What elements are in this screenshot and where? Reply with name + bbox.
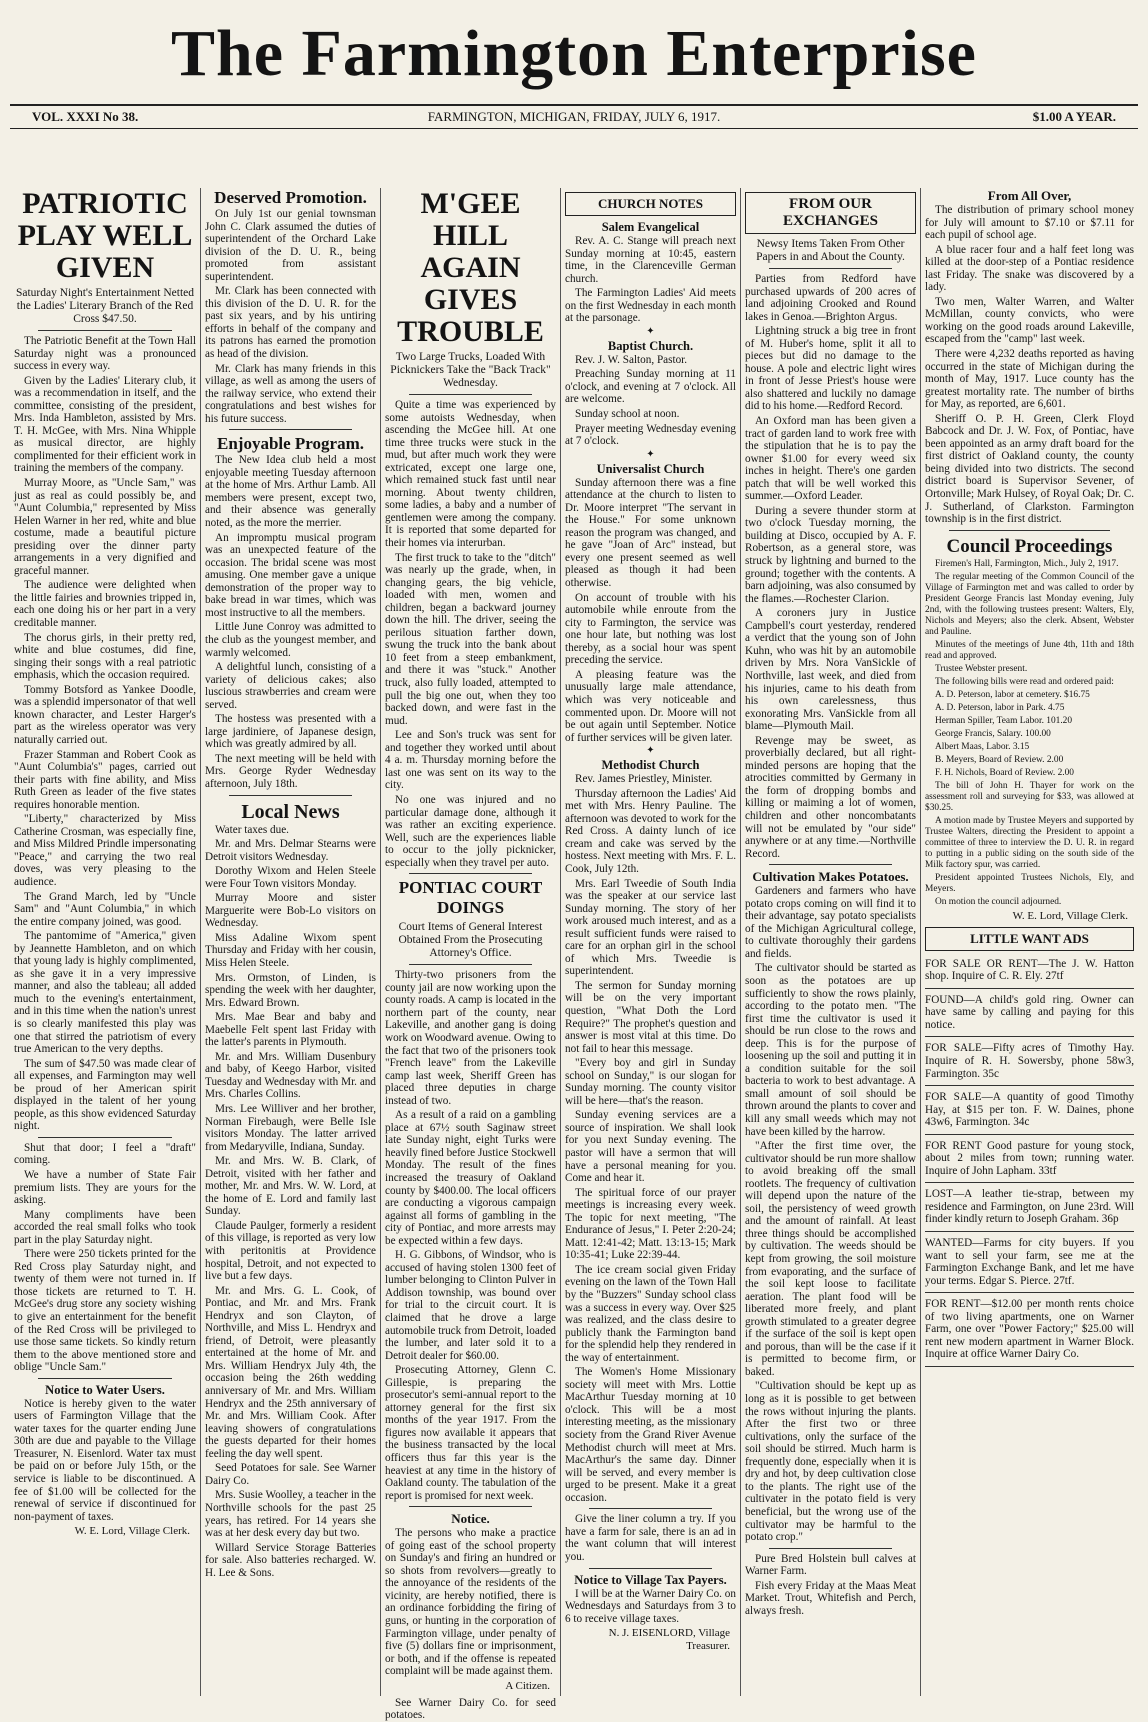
news-item: There were 4,232 deaths reported as having occurred in the state of Michigan during the month of May, 1917. Luce county has the greatest mortality rate. The number of births for May, as reported, are 6,601. [925,348,1134,411]
want-ad-text: WANTED—Farms for city buyers. If you want to sell your farm, see me at the Farmington Exchange Bank, and let me have your terms. Edgar S. Pierce. 27tf. [925,1236,1134,1287]
column-6 [920,188,1138,1696]
local-news-heading: Local News [241,800,340,823]
church-paragraph: Sunday evening services are a source of inspiration. We shall look for you next Sunday evening. The pastor will have a sermon that will have a personal meaning for you. Come and hear it. [565,1109,736,1185]
column-5 [740,188,920,1696]
universalist-heading: Universalist Church [596,461,705,476]
divider: ✦ [646,448,655,460]
council-line: President appointed Trustees Nichols, Ely, and Meyers. [925,872,1134,894]
council-line: George Francis, Salary. 100.00 [935,728,1051,739]
local-item: Mr. and Mrs. W. B. Clark, of Detroit, visited with her father and mother, Mr. and Mrs. W. W. Lord, at the home of E. Lord and family last Sunday. [205,1155,376,1218]
news-item: Sheriff O. P. H. Green, Clerk Floyd Babcock and Dr. J. W. Fox, of Pontiac, have been appointed as an army draft board for the first district of Oakland county, the county being divided into two districts. The second district board is Supervisor Sevener, of Ortonville; Mark Hulsey, of Royal Oak; Dr. C. J. Sutherland, of Clarkston. Farmington township is in the first district. [925,412,1134,526]
tax-notice-body: I will be at the Warner Dairy Co. on Wednesdays and Saturdays from 3 to 6 to receive village taxes. [565,1587,736,1625]
divider [589,1568,712,1569]
article-paragraph: The sum of $47.50 was made clear of all expenses, and Farmington may well be proud of her American spirit displayed in the talent of her young people, as this show evidenced Saturday night. [14,1057,196,1133]
council-line: The regular meeting of the Common Council of the Village of Farmington met and was called to order by President George Francis last Monday evening, July 2nd, with the following trustees present: Walters, Ely, Nichols and Meyers; also the clerk. Absent, Webster and Pauline. [925,571,1134,637]
article-paragraph: The first truck to take to the "ditch" was nearly up the grade, when, in changing gears, the big vehicle, loaded with men, women and children, began a backward journey down the hill. The driver, seeing the perilous situation farther down, swung the truck into the bank about 10 feet from a steep embankment, and there it was "stuck." Another truck, also fully loaded, attempted to pull the big one out, when they too backed down, and were fast in the mud. [385,551,556,727]
shooting-notice-heading: Notice. [451,1511,490,1527]
holstein-ad: Pure Bred Holstein bull calves at Warner Farm. [745,1552,916,1578]
subscription-price: $1.00 A YEAR. [1032,109,1116,124]
church-paragraph: Rev. A. C. Stange will preach next Sunday morning at 10:45, eastern time, in the Clarenceville German church. [565,235,736,285]
church-paragraph: Rev. J. W. Salton, Pastor. [575,353,688,366]
promotion-heading: Deserved Promotion. [214,188,367,207]
want-ad-text: LOST—A leather tie-strap, between my residence and Farmington, on June 23rd. Will finder kindly return to Joseph Graham. 36p [925,1188,1134,1226]
article-paragraph: An impromptu musical program was an unexpected feature of the occasion. The bridal scene was most amusing. One member gave a unique demonstration of the proper way to bake bread in war times, which was most instructive to all the members. [205,531,376,619]
divider [589,1508,712,1509]
article-paragraph: "After the first time over, the cultivator should be run more shallow to avoid breaking off the small rootlets. The frequency of cultivation will depend upon the nature of the soil, the persistency of weed growth and the amount of rainfall. At least three things should be accomplished by cultivation. The weeds should be kept from growing, the soil moisture from evaporating, and the surface of the soil kept loose to facilitate aeration. The plant food will be liberated more freely, and plant growth stimulated to a greater degree if the surface of the soil is kept open and porous, than will be the case if it is permitted to become firm, or baked. [745,1140,916,1378]
divider: ✦ [646,745,655,757]
article-paragraph: Mr. Clark has many friends in this village, as well as among the users of the railway service, who extend their congratulations and best wishes for his future success. [205,362,376,425]
article-paragraph: Quite a time was experienced by some autoists Wednesday, when ascending the McGee hill. At one time three trucks were stuck in the mud, but after much work they were extricated, except one large one, which remained stuck fast until near morning. About twenty children, some ladies, a baby and a number of gentlemen were among the company. It is reported that some departed for their homes via interurban. [385,399,556,550]
exchange-item: A coroners jury in Justice Campbell's court yesterday, rendered a verdict that the young son of John Kuhn, who was hit by an automobile driven by Mrs. Nora VanSickle of Northville, last week, and died from his injuries, came to his death from his own carelessness, thus exonorating Mrs. VanSickle from all blame—Plymouth Mail. [745,607,916,733]
article-paragraph: Given by the Ladies' Literary club, it was a recommendation in itself, and the committee, consisting of the president, Mrs. Inda Hambleton, assisted by Mrs. T. H. McGee, with Mrs. Nina Whipple as musical director, are highly complimented for their efficient work in training the members of the company. [14,374,196,475]
article-paragraph: The chorus girls, in their pretty red, white and blue costumes, did fine, singing their songs with a real patriotic emphasis, which the occasion required. [14,631,196,682]
divider [409,964,532,965]
article-paragraph: Frazer Stamman and Robert Cook as "Aunt Columbia's" pages, carried out their parts with fine ability, and Miss Ruth Green as leader of the five states requires honorable mention. [14,748,196,811]
want-ad-text: FOR SALE—Fifty acres of Timothy Hay. Inquire of R. H. Sowersby, phone 58w3, Farmington. 35c [925,1042,1134,1080]
divider [409,1506,532,1507]
water-notice-body: Notice is hereby given to the water users of Farmington Village that the water taxes for the quarter ending June 30th are due and payable to the Village Treasurer, N. Eisenlord. Water tax must be paid on or before July 15th, or the service is liable to be discontinued. A fee of $1.00 will be collected for the renewal of service if discontinued for non-payment of taxes. [14,1397,196,1523]
local-item: Mr. and Mrs. Delmar Stearns were Detroit visitors Wednesday. [205,838,376,863]
article-paragraph: The audience were delighted when the little fairies and brownies tripped in, each one doing his or her part in a very creditable manner. [14,579,196,630]
baptist-heading: Baptist Church. [607,338,694,353]
short-item: We have a number of State Fair premium lists. They are yours for the asking. [14,1169,196,1207]
church-paragraph: Preaching Sunday morning at 11 o'clock, and evening at 7 o'clock. All are welcome. [565,368,736,406]
article-paragraph: A delightful lunch, consisting of a variety of delicious cakes; also luscious strawberries and cream were served. [205,661,376,711]
local-item: Seed Potatoes for sale. See Warner Dairy Co. [205,1462,376,1487]
court-paragraph: H. G. Gibbons, of Windsor, who is accused of having stolen 1300 feet of lumber belonging to Clinton Pulver in Addison township, was bound over for trial to the circuit court. It is claimed that he drove a large automobile truck from Detroit, loaded the lumber, and later sold it to a Detroit dealer for $60.00. [385,1249,556,1362]
headline-mcgee-hill: M'GEE HILL AGAIN GIVES TROUBLE [397,187,544,348]
church-paragraph: "Every boy and girl in Sunday school on Sunday," is our slogan for Sunday morning. The county visitor will be here—that's the reason. [565,1057,736,1107]
want-ad [925,991,1134,1038]
article-paragraph: The Grand March, led by "Uncle Sam" and "Aunt Columbia," in which the entire company joined, was good. [14,890,196,928]
local-item: Murray Moore and sister Marguerite were Bob-Lo visitors on Wednesday. [205,892,376,930]
column-2 [200,188,380,1696]
court-deck: Court Items of General Interest Obtained From the Prosecuting Attorney's Office. [398,921,543,960]
seed-potato-ad: See Warner Dairy Co. for seed potatoes. [385,1696,556,1722]
council-line: A. D. Peterson, labor at cemetery. $16.75 [935,689,1090,700]
local-item: Miss Adaline Wixom spent Thursday and Friday with her cousin, Miss Helen Steele. [205,931,376,969]
article-paragraph: Mr. Clark has been connected with this division of the D. U. R. for the past six years, and by his untiring efforts in behalf of the company and its patrons has earned the promotion as head of the division. [205,285,376,361]
shooting-notice-body: The persons who make a practice of going east of the school property on Sunday's and firing an hundred or so shots from revolvers—greatly to the annoyance of the residents of the vicinity, are hereby notified, there is an ordinance forbidding the firing of guns, or hunting in the corporation of Farmington village, under penalty of five (5) dollars fine or imprisonment, or both, and if the offense is repeated complaint will be made against them. [385,1527,556,1678]
deck-mcgee-hill: Two Large Trucks, Loaded With Picknickers Take the "Back Track" Wednesday. [390,351,551,389]
exchange-item: Parties from Redford have purchased upwards of 200 acres of land adjoining Crooked and Round lakes in Genoa.—Brighton Argus. [745,273,916,323]
divider [229,429,352,430]
local-item: Mrs. Mae Bear and baby and Maebelle Felt spent last Friday with the latter's parents in Plymouth. [205,1011,376,1049]
church-paragraph: Prayer meeting Wednesday evening at 7 o'clock. [565,422,736,448]
church-paragraph: Sunday afternoon there was a fine attendance at the church to listen to Dr. Moore interpret "The servant in the House." For some unknown reason the program was changed, and he gave "Joan of Arc" instead, but every one present seemed as well pleased as though it had been otherwise. [565,476,736,590]
article-paragraph: The hostess was presented with a large jardiniere, of Japanese design, which was greatly admired by all. [205,713,376,751]
program-heading: Enjoyable Program. [216,434,364,454]
want-ads-heading: LITTLE WANT ADS [925,927,1134,951]
masthead-title: The Farmington Enterprise [171,17,977,90]
exchange-item: Revenge may be sweet, as proverbially declared, but all right-minded persons are hoping that the atrocities committed by Germany in the form of dropping bombs and killing or maiming a lot of women, children and other noncombatants will not be emulated by "our side" anywhere or at any time.—Northville Record. [745,734,916,860]
columns [10,187,1138,1722]
news-item: The distribution of primary school money for July will amount to $7.10 or $7.11 for each pupil of school age. [925,204,1134,242]
want-ad [925,1234,1134,1293]
divider [769,268,892,269]
court-paragraph: Thirty-two prisoners from the county jail are now working upon the county roads. A camp is located in the northern part of the county, near Lakeville, and another gang is doing work on Woodward avenue. Owing to the fact that two of the prisoners took "French leave" from the Lakeville camp last week, Sheriff Green has placed three deputies in charge instead of two. [385,969,556,1107]
article-paragraph: "Cultivation should be kept up as long as it is possible to get between the rows without injuring the plants. After the first two or three cultivations, only the surface of the soil should be stirred. Much harm is frequently done, especially when it is dry and hot, by deep cultivation close to the plants. The right use of the cultivater in the potato field is very beneficial, but the wrong use of the cultivator may be harmful to the potato crop." [745,1380,916,1544]
liner-promo: Give the liner column a try. If you have a farm for sale, there is an ad in the want column that will interest you. [565,1513,736,1563]
article-paragraph: The cultivator should be started as soon as the potatoes are up sufficiently to show the rows plainly, according to the potato men. "The first time the cultivator is used it should be run close to the rows and deep. This is for the purpose of loosening up the soil and putting it in a condition suitable for the soil bacteria to work to best advantage. A small amount of soil should be thrown around the plants to cover and kill any small weeds which may not have been killed by the harrow. [745,962,916,1138]
short-item: Shut that door; I feel a "draft" coming. [14,1141,196,1167]
want-ad-text: FOUND—A child's gold ring. Owner can have same by calling and paying for this notice. [925,993,1134,1031]
article-paragraph: Lee and Son's truck was sent for and together they worked until about 4 a. m. Thursday morning before the last one was sent on its way to the city. [385,729,556,792]
column-4 [560,188,740,1696]
article-paragraph: Tommy Botsford as Yankee Doodle, was a splendid impersonator of that well known character, and Lester Harger's part as the wireless operator was very naturally carried out. [14,683,196,746]
exchanges-deck: Newsy Items Taken From Other Papers in and About the County. [756,238,905,263]
council-line: The bill of John H. Thayer for work on the assessment roll and surveying for $33, was allowed at $30.25. [925,780,1134,813]
church-paragraph: The ice cream social given Friday evening on the lawn of the Town Hall by the "Buzzers" Sunday school class was a success in every way. Over $25 was realized, and the class desire to publicly thank the Farmington band for the splendid help they rendered in the way of entertainment. [565,1263,736,1364]
council-line: The following bills were read and ordered paid: [935,676,1114,687]
divider [38,1137,172,1138]
church-paragraph: The sermon for Sunday morning will be on the very important question, "What Doth the Lord Require?" The prophet's question and answer is most vital at this time. Do not fail to hear this message. [565,979,736,1055]
want-ad [925,1088,1134,1135]
want-ad-text: FOR RENT—$12.00 per month rents choice of two living apartments, one on Warner Farm, one over "Power Factory;" $25.00 will rent new modern apartment in Warner Block. Inquire at office Warner Dairy Co. [925,1298,1134,1361]
council-line: Firemen's Hall, Farmington, Mich., July 2, 1917. [935,558,1119,569]
council-line: B. Meyers, Board of Review. 2.00 [935,754,1064,765]
article-paragraph: Gardeners and farmers who have potato crops coming on will find it to their advantage, say potato specialists of the Michigan Agricultural college, to cultivate thoroughly their gardens and fields. [745,885,916,960]
potatoes-heading: Cultivation Makes Potatoes. [752,869,909,885]
local-item: Willard Service Storage Batteries for sale. Also batteries recharged. W. H. Lee & Sons. [205,1541,376,1579]
church-paragraph: Rev. James Priestley, Minister. [575,773,713,786]
local-item: Mrs. Lee Williver and her brother, Norman Firebaugh, were Belle Isle visitors Monday. The latter arrived from Medaryville, Indiana, Sunday. [205,1103,376,1153]
council-line: F. H. Nichols, Board of Review. 2.00 [935,767,1074,778]
headline-patriotic-play: PATRIOTIC PLAY WELL GIVEN [17,187,193,284]
volume-number: VOL. XXXI No 38. [32,109,139,124]
court-heading: PONTIAC COURT DOINGS [398,878,543,918]
divider [949,530,1110,531]
article-paragraph: The Patriotic Benefit at the Town Hall Saturday night was a pronounced success in every way. [14,335,196,373]
local-item: Mrs. Ormston, of Linden, is spending the week with her daughter, Mrs. Edward Brown. [205,971,376,1009]
divider [769,864,892,865]
shooting-notice-signature: A Citizen. [505,1679,550,1692]
church-paragraph: A pleasing feature was the unusually large male attendance, which was very noticeable and commented upon. Dr. Moore will not be out again until September. Notice of further services will be given later. [565,668,736,744]
local-item: Mr. and Mrs. G. L. Cook, of Pontiac, and Mr. and Mrs. Frank Hendryx and son Clayton, of Northville, and Miss L. Hendryx and friend, of Detroit, were pleasantly entertained at the home of Mr. and Mrs. William Hendryx July 4th, the occasion being the 26th wedding anniversary of Mr. and Mrs. William Hendryx and the 25th anniversary of Mr. and Mrs. William Cook. After leaving showers of congratulations the guests departed for their homes feeling the day well spent. [205,1284,376,1460]
short-item: There were 250 tickets printed for the Red Cross play Saturday night, and twenty of them were not turned in. If those tickets are returned to T. H. McGee's drug store any society wishing to give an entertainment for the benefit of the Red Cross will be privileged to use those same tickets. So kindly return them to the above mentioned store and oblige "Uncle Sam." [14,1248,196,1374]
article-paragraph: The pantomime of "America," given by Jeannette Hambleton, and on which that young lady is highly complimented, as she gave it in a very impressive manner, and also the tableau; all added much to the evening's entertainment, and in this time when the nation's unrest is so clearly manifested this play was one that stirred the patriotism of every true American to the very depths. [14,930,196,1056]
council-line: Minutes of the meetings of June 4th, 11th and 18th read and approved. [925,639,1134,661]
council-line: Herman Spiller, Team Labor. 101.20 [935,715,1073,726]
local-item: Mr. and Mrs. William Dusenbury and baby, of Keego Harbor, visited Tuesday and Wednesday with Mr. and Mrs. Charles Collins. [205,1050,376,1101]
church-paragraph: On account of trouble with his automobile while enroute from the city to Farmington, the service was one hour late, but nothing was lost thereby, as a social hour was spent preceding the service. [565,591,736,667]
church-paragraph: Sunday school at noon. [575,408,680,421]
article-paragraph: The next meeting will be held with Mrs. George Ryder Wednesday afternoon, July 18th. [205,752,376,790]
council-line: A. D. Peterson, labor in Park. 4.75 [935,702,1065,713]
council-heading: Council Proceedings [946,535,1113,557]
article-paragraph: On July 1st our genial townsman John C. Clark assumed the duties of superintendent of the Orchard Lake division of the D. U. R., being promoted from assistant superintendent. [205,208,376,283]
church-notes-heading: CHURCH NOTES [565,192,736,216]
divider: ✦ [646,325,655,337]
local-item: Mrs. Susie Woolley, a teacher in the Northville schools for the past 25 years, has retired. For 14 years she was at her desk every day but two. [205,1489,376,1540]
place-and-date: FARMINGTON, MICHIGAN, FRIDAY, JULY 6, 1917. [427,109,721,124]
want-ad [925,1295,1134,1367]
local-item: Water taxes due. [215,823,289,836]
want-ad [925,1137,1134,1184]
council-signature: W. E. Lord, Village Clerk. [1012,909,1128,922]
divider [769,1548,892,1549]
church-paragraph: The Women's Home Missionary society will meet with Mrs. Lottie MacArthur Tuesday morning at 10 o'clock. This will be a most interesting meeting, as the missionary society from the Grand River Avenue Methodist church will meet at Mrs. MacArthur's the same day. Dinner will be served, and every member is urged to be present. Make it a great occasion. [565,1366,736,1504]
divider [38,1378,172,1379]
news-item: Two men, Walter Warren, and Walter McMillan, county convicts, who were working on the good roads around Lakeville, escaped from the "camp" last week. [925,295,1134,346]
salem-heading: Salem Evangelical [601,220,700,234]
want-ad [925,955,1134,989]
church-paragraph: Thursday afternoon the Ladies' Aid met with Mrs. Henry Pauline. The afternoon was devoted to work for the Red Cross. A dainty lunch of ice cream and cake was served by the hostess. Next meeting with Mrs. F. L. Cook, July 12th. [565,787,736,875]
church-paragraph: The spiritual force of our prayer meetings is increasing every week. The topic for next meeting, "The Endurance of Jesus," I. Peter 2:20-24; Matt. 12:41-42; Matt. 13:13-15; Mark 10:35-41; Luke 22:39-44. [565,1186,736,1262]
water-notice-heading: Notice to Water Users. [45,1382,165,1397]
column-1 [10,188,200,1696]
article-paragraph: "Liberty," characterized by Miss Catherine Crosman, was especially fine, and Miss Mildred Prindle impersonating "Peace," and carrying the two real doves, was very pleasing to the audience. [14,813,196,888]
article-paragraph: Little June Conroy was admitted to the club as the youngest member, and warmly welcomed. [205,621,376,659]
tax-notice-heading: Notice to Village Tax Payers. [574,1572,727,1587]
news-item: A blue racer four and a half feet long was killed at the door-step of a Pontiac residence last Friday. The snake was discovered by a lady. [925,243,1134,294]
want-ad-text: FOR SALE—A quantity of good Timothy Hay, at $15 per ton. F. W. Daines, phone 43w6, Farmington. 34c [925,1091,1134,1129]
short-item: Many compliments have been accorded the real small folks who took part in the play Saturday night. [14,1208,196,1246]
dateline [10,104,1138,129]
court-paragraph: Prosecuting Attorney, Glenn C. Gillespie, is preparing the prosecutor's semi-annual report to the attorney general for the first six months of the year 1917. From the figures now available it appears that the business transacted by the local officers thus far this year is the heaviest at any time in the history of Oakland county. The tabulation of the report is promised for next week. [385,1364,556,1502]
divider [229,795,352,796]
court-paragraph: As a result of a raid on a gambling place at 67½ south Saginaw street late Sunday night, eight Turks were heavily fined before Justice Stockwell Monday. The result of the fines increased the treasury of Oakland county by $400.00. The local officers are conducting a vigorous campaign against all forms of gambling in the city of Pontiac, and more arrests may be expected within a few days. [385,1109,556,1247]
methodist-heading: Methodist Church [601,758,700,773]
fish-market-ad: Fish every Friday at the Maas Meat Market. Trout, Whitefish and Perch, always fresh. [745,1579,916,1617]
council-line: Trustee Webster present. [935,663,1028,674]
article-paragraph: The New Idea club held a most enjoyable meeting Tuesday afternoon at the home of Mrs. Arthur Lamb. All members were present, except two, and their absence was generally noted, as the more the merrier. [205,454,376,530]
article-paragraph: No one was injured and no particular damage done, although it was rather an exciting experience. Well, such are the experiences liable to occur to the jolly picknicker, especially when they travel per auto. [385,793,556,869]
want-ad-text: FOR RENT Good pasture for young stock, about 2 miles from town; running water. Inquire of John Lapham. 33tf [925,1139,1134,1177]
exchange-item: Lightning struck a big tree in front of M. Huber's home, split it all to pieces but did no damage to the house. A pole and electric light wires in front of Jesse Priest's house were also shattered and luckily no damage did to his home.—Redford Record. [745,325,916,413]
column-3 [380,187,560,1722]
divider [409,394,532,395]
exchanges-heading: FROM OUR EXCHANGES [745,192,916,234]
water-notice-signature: W. E. Lord, Village Clerk. [74,1525,190,1538]
tax-notice-signature: N. J. EISENLORD, Village Treasurer. [608,1627,730,1653]
council-line: A motion made by Trustee Meyers and supported by Trustee Walters, directing the President to appoint a committee of three to interview the D. U. R. in regard to putting in a public siding on the south side of the Milk factory spur, was carried. [925,815,1134,870]
council-line: On motion the council adjourned. [935,896,1062,907]
divider [38,330,172,331]
church-paragraph: Mrs. Earl Tweedie of South India was the speaker at our service last Sunday morning. The story of her work aroused much interest, and as a result sufficient funds were raised to care for an orphan girl in the school of which Mrs. Tweedie is superintendent. [565,877,736,978]
want-ad [925,1039,1134,1086]
exchange-item: During a severe thunder storm at two o'clock Tuesday morning, the building at Disco, occupied by A. F. Robertson, as a general store, was struck by lightning and burned to the ground; together with the contents. A barn adjoining, was also consumed by the flames.—Rochester Clarion. [745,504,916,605]
want-ad [925,1185,1134,1232]
local-item: Dorothy Wixom and Helen Steele were Four Town visitors Monday. [205,865,376,890]
article-paragraph: Murray Moore, as "Uncle Sam," was just as real as could possibly be, and "Aunt Columbia," represented by Miss Helen Warner in her red, white and blue costume, made a beautiful picture presiding over the dinner party arrangements in a very dignified and graceful manner. [14,477,196,577]
want-ad-text: FOR SALE OR RENT—The J. W. Hatton shop. Inquire of C. R. Ely. 27tf [925,957,1134,983]
council-minutes [925,559,1134,908]
exchange-item: An Oxford man has been given a tract of garden land to work free with the stipulation that he is to pay the owner $1.00 for every weed six inches in height. There's one garden patch that will be well worked this summer.—Oxford Leader. [745,415,916,503]
church-paragraph: The Farmington Ladies' Aid meets on the first Wednesday in each month at the parsonage. [565,287,736,325]
divider [409,873,532,874]
from-all-over-heading: From All Over, [987,188,1072,203]
deck-patriotic-play: Saturday Night's Entertainment Netted the Ladies' Literary Branch of the Red Cross $47.50. [15,287,195,325]
local-item: Claude Paulger, formerly a resident of this village, is reported as very low with peritonitis at Providence hospital, Detroit, and not expected to live but a few days. [205,1219,376,1283]
council-line: Albert Maas, Labor. 3.15 [935,741,1030,752]
